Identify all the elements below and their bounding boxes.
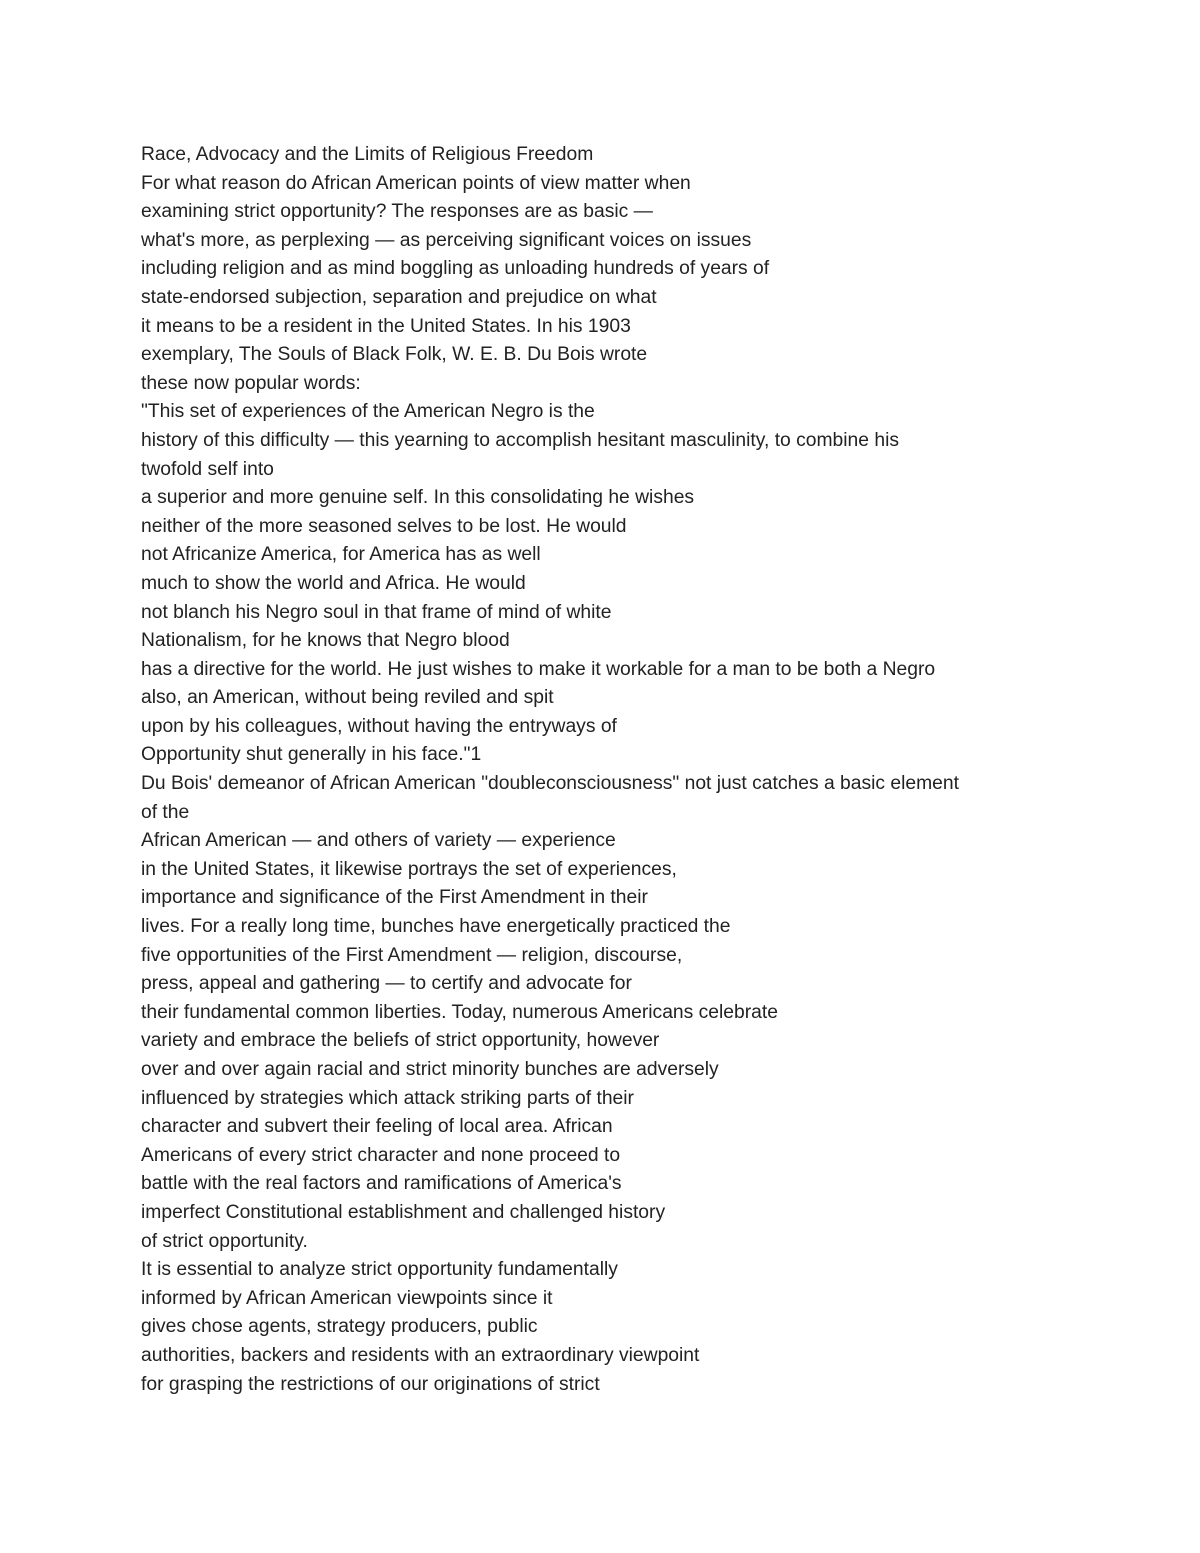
text-line: of the (141, 801, 190, 823)
document-body (141, 141, 1101, 1399)
quote-line: neither of the more seasoned selves to be lost. He would (141, 515, 627, 537)
quote-line: not Africanize America, for America has as well (141, 544, 541, 566)
text-line: For what reason do African American points of view matter when (141, 172, 691, 194)
text-line: examining strict opportunity? The responses are as basic — (141, 201, 653, 223)
text-line: Americans of every strict character and none proceed to (141, 1144, 621, 1166)
quote-line: Opportunity shut generally in his face."1 (141, 744, 482, 766)
quote-line: also, an American, without being reviled and spit (141, 687, 554, 709)
quote-line: twofold self into (141, 458, 274, 480)
text-line: five opportunities of the First Amendment — religion, discourse, (141, 944, 683, 966)
text-line: in the United States, it likewise portrays the set of experiences, (141, 858, 677, 880)
text-line: including religion and as mind boggling as unloading hundreds of years of (141, 258, 770, 280)
text-line: what's more, as perplexing — as perceiving significant voices on issues (141, 229, 752, 251)
text-line: lives. For a really long time, bunches have energetically practiced the (141, 916, 731, 938)
text-line: informed by African American viewpoints since it (141, 1287, 553, 1309)
text-line: variety and embrace the beliefs of strict opportunity, however (141, 1030, 660, 1052)
text-line: gives chose agents, strategy producers, public (141, 1316, 538, 1338)
text-line: battle with the real factors and ramifications of America's (141, 1173, 622, 1195)
text-line: of strict opportunity. (141, 1230, 308, 1252)
document-title: Race, Advocacy and the Limits of Religious Freedom (141, 144, 594, 165)
text-line: these now popular words: (141, 372, 361, 394)
quote-line: upon by his colleagues, without having the entryways of (141, 715, 617, 737)
text-line: over and over again racial and strict minority bunches are adversely (141, 1059, 719, 1080)
text-line: influenced by strategies which attack striking parts of their (141, 1087, 634, 1109)
text-line: for grasping the restrictions of our originations of strict (141, 1373, 600, 1395)
text-line: Du Bois' demeanor of African American "doubleconsciousness" not just catches a basic element (141, 773, 959, 795)
quote-line: "This set of experiences of the American Negro is the (141, 401, 595, 423)
quote-line: has a directive for the world. He just wishes to make it workable for a man to be both a Negro (141, 658, 936, 680)
text-line: It is essential to analyze strict opportunity fundamentally (141, 1259, 618, 1281)
quote-line: a superior and more genuine self. In this consolidating he wishes (141, 487, 695, 509)
text-line: authorities, backers and residents with an extraordinary viewpoint (141, 1344, 700, 1366)
text-line: character and subvert their feeling of local area. African (141, 1116, 613, 1138)
text-line: state-endorsed subjection, separation and prejudice on what (141, 286, 657, 308)
quote-line: history of this difficulty — this yearning to accomplish hesitant masculinity, to combine his (141, 429, 900, 451)
quote-line: much to show the world and Africa. He would (141, 572, 526, 594)
text-line: press, appeal and gathering — to certify and advocate for (141, 973, 632, 995)
text-line: importance and significance of the First Amendment in their (141, 887, 648, 909)
text-line: it means to be a resident in the United States. In his 1903 (141, 315, 631, 337)
text-line: their fundamental common liberties. Today, numerous Americans celebrate (141, 1001, 778, 1023)
text-line: African American — and others of variety — experience (141, 830, 616, 852)
quote-line: Nationalism, for he knows that Negro blood (141, 630, 510, 652)
text-line: exemplary, The Souls of Black Folk, W. E. B. Du Bois wrote (141, 344, 648, 366)
quote-line: not blanch his Negro soul in that frame of mind of white (141, 601, 612, 623)
text-line: imperfect Constitutional establishment and challenged history (141, 1201, 666, 1223)
